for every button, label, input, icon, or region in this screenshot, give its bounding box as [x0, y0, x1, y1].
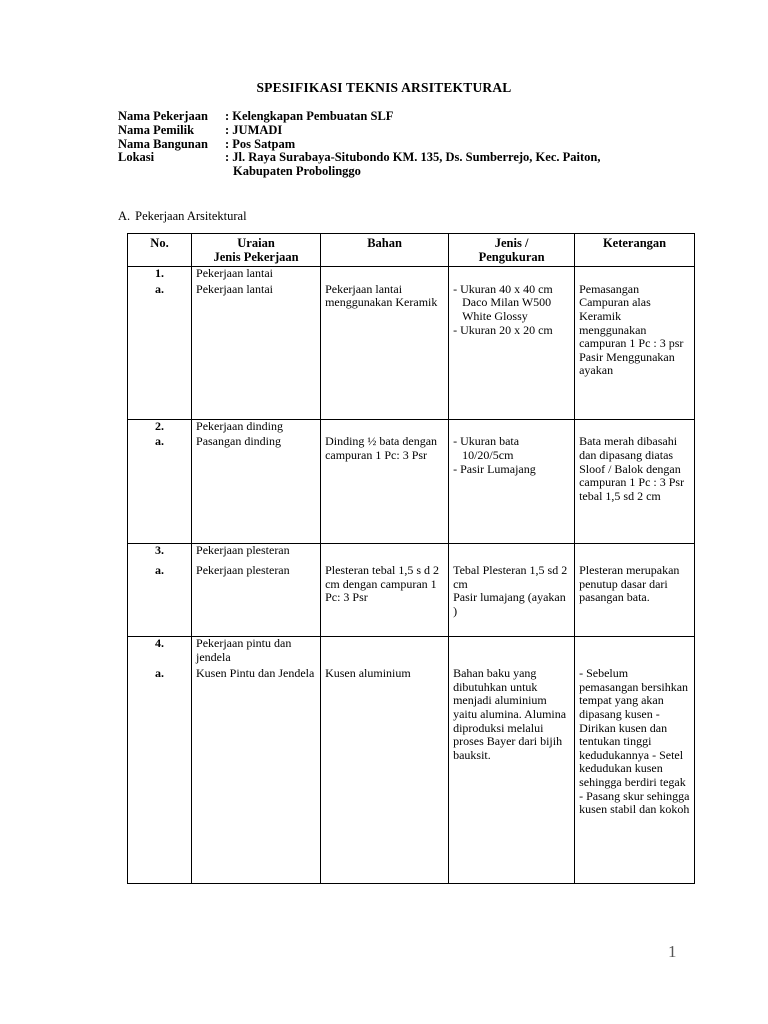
- header-bahan: Bahan: [321, 234, 449, 267]
- table-row: [128, 558, 695, 637]
- info-lokasi-continuation: Kabupaten Probolinggo: [233, 164, 361, 179]
- cell-jenis: [449, 558, 575, 637]
- info-row-lokasi: [118, 151, 600, 165]
- group-title: Pekerjaan plesteran: [192, 544, 321, 558]
- header-uraian: [192, 234, 321, 267]
- group-title: Pekerjaan lantai: [192, 267, 321, 281]
- project-info: [118, 110, 600, 179]
- section-heading: [118, 209, 247, 224]
- table-row: [128, 281, 695, 420]
- cell-uraian: Pekerjaan lantai: [192, 281, 321, 420]
- info-label: Nama Pekerjaan: [118, 109, 208, 123]
- info-row-nama-pemilik: [118, 124, 600, 138]
- sub-row-number: a.: [128, 558, 192, 637]
- header-jenis-line2: Pengukuran: [478, 249, 545, 264]
- cell-keterangan: Bata merah dibasahi dan dipasang diatas Sloof / Balok dengan campuran 1 Pc : 3 Psr tebal 1,5 sd 2 cm: [575, 433, 695, 544]
- cell-bahan: Kusen aluminium: [321, 664, 449, 884]
- sub-row-number: a.: [128, 664, 192, 884]
- header-uraian-line2: Jenis Pekerjaan: [213, 249, 299, 264]
- section-title: Pekerjaan Arsitektural: [135, 209, 247, 223]
- info-value: : Jl. Raya Surabaya-Situbondo KM. 135, Ds. Sumberrejo, Kec. Paiton,: [225, 150, 601, 165]
- table-header-row: [128, 234, 695, 267]
- jenis-item: Tebal Plesteran 1,5 sd 2 cm: [453, 562, 568, 591]
- jenis-item: - Ukuran bata 10/20/5cm: [453, 434, 520, 462]
- row-number: 3.: [128, 544, 192, 558]
- info-value: : Pos Satpam: [225, 136, 296, 151]
- cell-uraian: Kusen Pintu dan Jendela: [192, 664, 321, 884]
- info-value: : JUMADI: [225, 122, 283, 137]
- table-row: [128, 664, 695, 884]
- header-jenis: [449, 234, 575, 267]
- table-row: [128, 433, 695, 544]
- group-title: Pekerjaan pintu dan jendela: [192, 636, 321, 664]
- jenis-item: - Ukuran 40 x 40 cm Daco Milan W500 White Glossy: [453, 281, 553, 323]
- cell-keterangan: Plesteran merupakan penutup dasar dari pasangan bata.: [575, 558, 695, 637]
- cell-keterangan: Pemasangan Campuran alas Keramik menggunakan campuran 1 Pc : 3 psr Pasir Menggunakan ayakan: [575, 281, 695, 420]
- page-number: 1: [668, 942, 677, 961]
- sub-row-number: a.: [128, 433, 192, 544]
- cell-jenis: [449, 433, 575, 544]
- table-row-group-title: [128, 544, 695, 558]
- cell-uraian: Pasangan dinding: [192, 433, 321, 544]
- document-title: SPESIFIKASI TEKNIS ARSITEKTURAL: [256, 80, 512, 95]
- header-jenis-line1: Jenis /: [494, 236, 529, 250]
- section-letter: A.: [118, 209, 131, 223]
- info-value: : Kelengkapan Pembuatan SLF: [225, 109, 394, 123]
- cell-bahan: Dinding ½ bata dengan campuran 1 Pc: 3 Psr: [321, 433, 449, 544]
- table-row-group-title: [128, 267, 695, 281]
- info-row-nama-pekerjaan: [118, 110, 600, 124]
- jenis-item: Pasir lumajang (ayakan ): [453, 590, 566, 618]
- specification-table: [127, 233, 695, 884]
- header-no: No.: [128, 234, 192, 267]
- info-label: Nama Bangunan: [118, 136, 208, 151]
- jenis-item: - Pasir Lumajang: [453, 461, 536, 476]
- sub-row-number: a.: [128, 281, 192, 420]
- info-label: Lokasi: [118, 150, 155, 165]
- group-title: Pekerjaan dinding: [192, 419, 321, 433]
- info-row-nama-bangunan: [118, 138, 600, 152]
- row-number: 2.: [128, 419, 192, 433]
- cell-bahan: Plesteran tebal 1,5 s d 2 cm dengan campuran 1 Pc: 3 Psr: [321, 558, 449, 637]
- info-label: Nama Pemilik: [118, 122, 195, 137]
- header-keterangan: Keterangan: [575, 234, 695, 267]
- table-row-group-title: [128, 419, 695, 433]
- cell-bahan: Pekerjaan lantai menggunakan Keramik: [321, 281, 449, 420]
- cell-jenis: Bahan baku yang dibutuhkan untuk menjadi aluminium yaitu alumina. Alumina diproduksi melalui proses Bayer dari bijih bauksit.: [449, 664, 575, 884]
- row-number: 4.: [128, 636, 192, 664]
- cell-jenis: [449, 281, 575, 420]
- header-uraian-line1: Uraian: [237, 236, 275, 250]
- row-number: 1.: [128, 267, 192, 281]
- table-row-group-title: [128, 636, 695, 664]
- jenis-item: - Ukuran 20 x 20 cm: [453, 322, 553, 337]
- cell-uraian: Pekerjaan plesteran: [192, 558, 321, 637]
- cell-keterangan: - Sebelum pemasangan bersihkan tempat yang akan dipasang kusen - Dirikan kusen dan tentukan tinggi kedudukannya - Setel kedudukan kusen sehingga berdiri tegak - Pasang skur sehingga kusen stabil dan kokoh: [575, 664, 695, 884]
